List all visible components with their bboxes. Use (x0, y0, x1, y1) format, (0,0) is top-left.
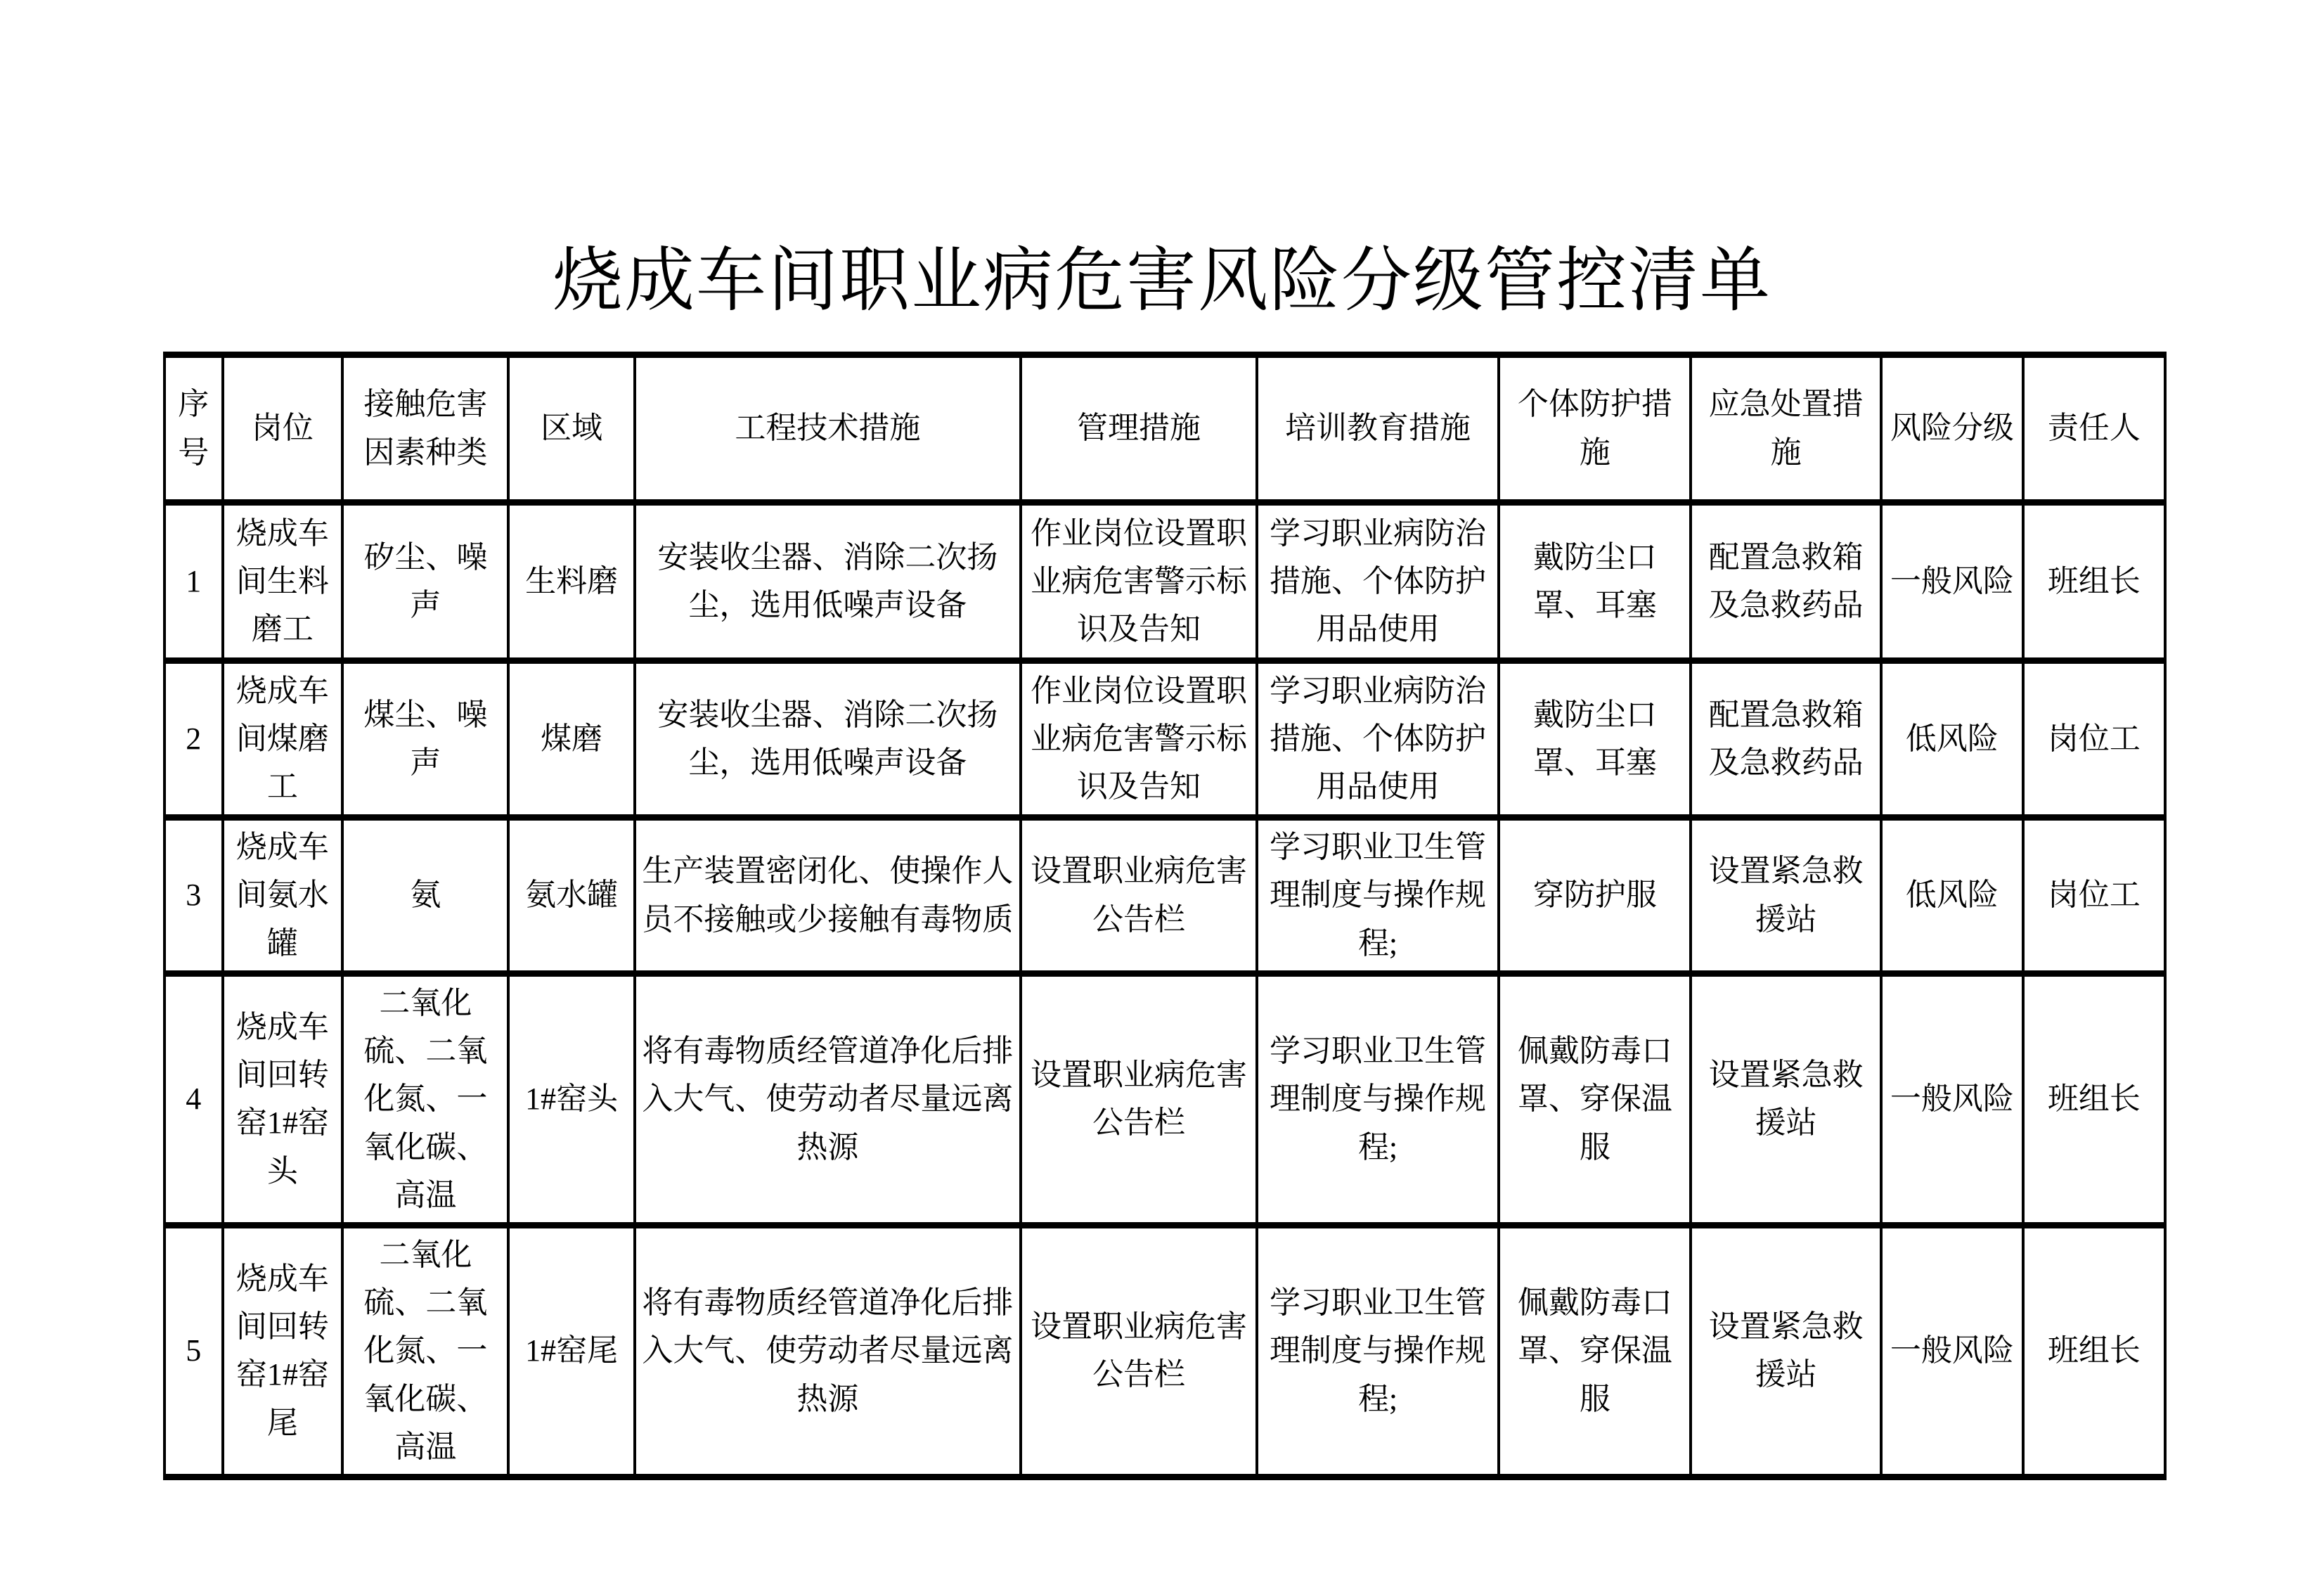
table-cell: 煤磨 (508, 661, 634, 818)
table-cell: 设置职业病危害公告栏 (1021, 974, 1257, 1226)
column-header-4: 区域 (508, 355, 634, 503)
column-header-11: 责任人 (2023, 355, 2165, 503)
table-row-3 (164, 818, 2165, 974)
table-cell: 二氧化硫、二氧化氮、一氧化碳、高温 (342, 974, 508, 1226)
table-cell: 1#窑尾 (508, 1225, 634, 1477)
table-cell: 矽尘、噪声 (342, 503, 508, 661)
table-cell: 3 (164, 818, 223, 974)
table-row-5 (164, 1225, 2165, 1477)
table-cell: 将有毒物质经管道净化后排入大气、使劳动者尽量远离热源 (635, 974, 1021, 1226)
table-cell: 安装收尘器、消除二次扬尘，选用低噪声设备 (635, 503, 1021, 661)
table-cell: 佩戴防毒口罩、穿保温服 (1499, 974, 1691, 1226)
column-header-7: 培训教育措施 (1257, 355, 1499, 503)
table-cell: 烧成车间氨水罐 (223, 818, 343, 974)
header-row (164, 355, 2165, 503)
table-cell: 1#窑头 (508, 974, 634, 1226)
table-cell: 烧成车间回转窑1#窑头 (223, 974, 343, 1226)
column-header-5: 工程技术措施 (635, 355, 1021, 503)
column-header-3: 接触危害因素种类 (342, 355, 508, 503)
table-cell: 学习职业卫生管理制度与操作规程; (1257, 1225, 1499, 1477)
table-cell: 生料磨 (508, 503, 634, 661)
column-header-6: 管理措施 (1021, 355, 1257, 503)
table-cell: 学习职业病防治措施、个体防护用品使用 (1257, 503, 1499, 661)
table-cell: 低风险 (1881, 661, 2023, 818)
page-title: 烧成车间职业病危害风险分级管控清单 (553, 242, 1771, 320)
table-cell: 班组长 (2023, 974, 2165, 1226)
table-row-2 (164, 661, 2165, 818)
table-cell: 一般风险 (1881, 1225, 2023, 1477)
table-cell: 低风险 (1881, 818, 2023, 974)
table-cell: 岗位工 (2023, 818, 2165, 974)
table-cell: 5 (164, 1225, 223, 1477)
table-row-4 (164, 974, 2165, 1226)
table-cell: 佩戴防毒口罩、穿保温服 (1499, 1225, 1691, 1477)
table-cell: 烧成车间回转窑1#窑尾 (223, 1225, 343, 1477)
table-cell: 设置职业病危害公告栏 (1021, 1225, 1257, 1477)
column-header-2: 岗位 (223, 355, 343, 503)
table-cell: 岗位工 (2023, 661, 2165, 818)
table-cell: 班组长 (2023, 503, 2165, 661)
table-cell: 配置急救箱及急救药品 (1691, 661, 1880, 818)
table-cell: 穿防护服 (1499, 818, 1691, 974)
table-cell: 2 (164, 661, 223, 818)
table-cell: 设置紧急救援站 (1691, 818, 1880, 974)
table-cell: 戴防尘口罩、耳塞 (1499, 661, 1691, 818)
table-cell: 学习职业卫生管理制度与操作规程; (1257, 818, 1499, 974)
risk-control-table (163, 352, 2167, 1480)
table-cell: 设置紧急救援站 (1691, 1225, 1880, 1477)
table-cell: 一般风险 (1881, 503, 2023, 661)
table-cell: 1 (164, 503, 223, 661)
table-cell: 安装收尘器、消除二次扬尘，选用低噪声设备 (635, 661, 1021, 818)
table-cell: 学习职业病防治措施、个体防护用品使用 (1257, 661, 1499, 818)
table-cell: 将有毒物质经管道净化后排入大气、使劳动者尽量远离热源 (635, 1225, 1021, 1477)
table-cell: 配置急救箱及急救药品 (1691, 503, 1880, 661)
table-cell: 氨水罐 (508, 818, 634, 974)
table-cell: 二氧化硫、二氧化氮、一氧化碳、高温 (342, 1225, 508, 1477)
table-cell: 一般风险 (1881, 974, 2023, 1226)
table-row-1 (164, 503, 2165, 661)
table-cell: 4 (164, 974, 223, 1226)
table-cell: 烧成车间生料磨工 (223, 503, 343, 661)
column-header-9: 应急处置措施 (1691, 355, 1880, 503)
table-cell: 生产装置密闭化、使操作人员不接触或少接触有毒物质 (635, 818, 1021, 974)
table-cell: 设置职业病危害公告栏 (1021, 818, 1257, 974)
column-header-8: 个体防护措施 (1499, 355, 1691, 503)
table-cell: 设置紧急救援站 (1691, 974, 1880, 1226)
table-cell: 烧成车间煤磨工 (223, 661, 343, 818)
table-cell: 作业岗位设置职业病危害警示标识及告知 (1021, 503, 1257, 661)
table-cell: 氨 (342, 818, 508, 974)
table-cell: 作业岗位设置职业病危害警示标识及告知 (1021, 661, 1257, 818)
table-cell: 戴防尘口罩、耳塞 (1499, 503, 1691, 661)
table-body (164, 503, 2165, 1477)
column-header-1: 序号 (164, 355, 223, 503)
table-cell: 煤尘、噪声 (342, 661, 508, 818)
column-header-10: 风险分级 (1881, 355, 2023, 503)
table-cell: 班组长 (2023, 1225, 2165, 1477)
table-cell: 学习职业卫生管理制度与操作规程; (1257, 974, 1499, 1226)
